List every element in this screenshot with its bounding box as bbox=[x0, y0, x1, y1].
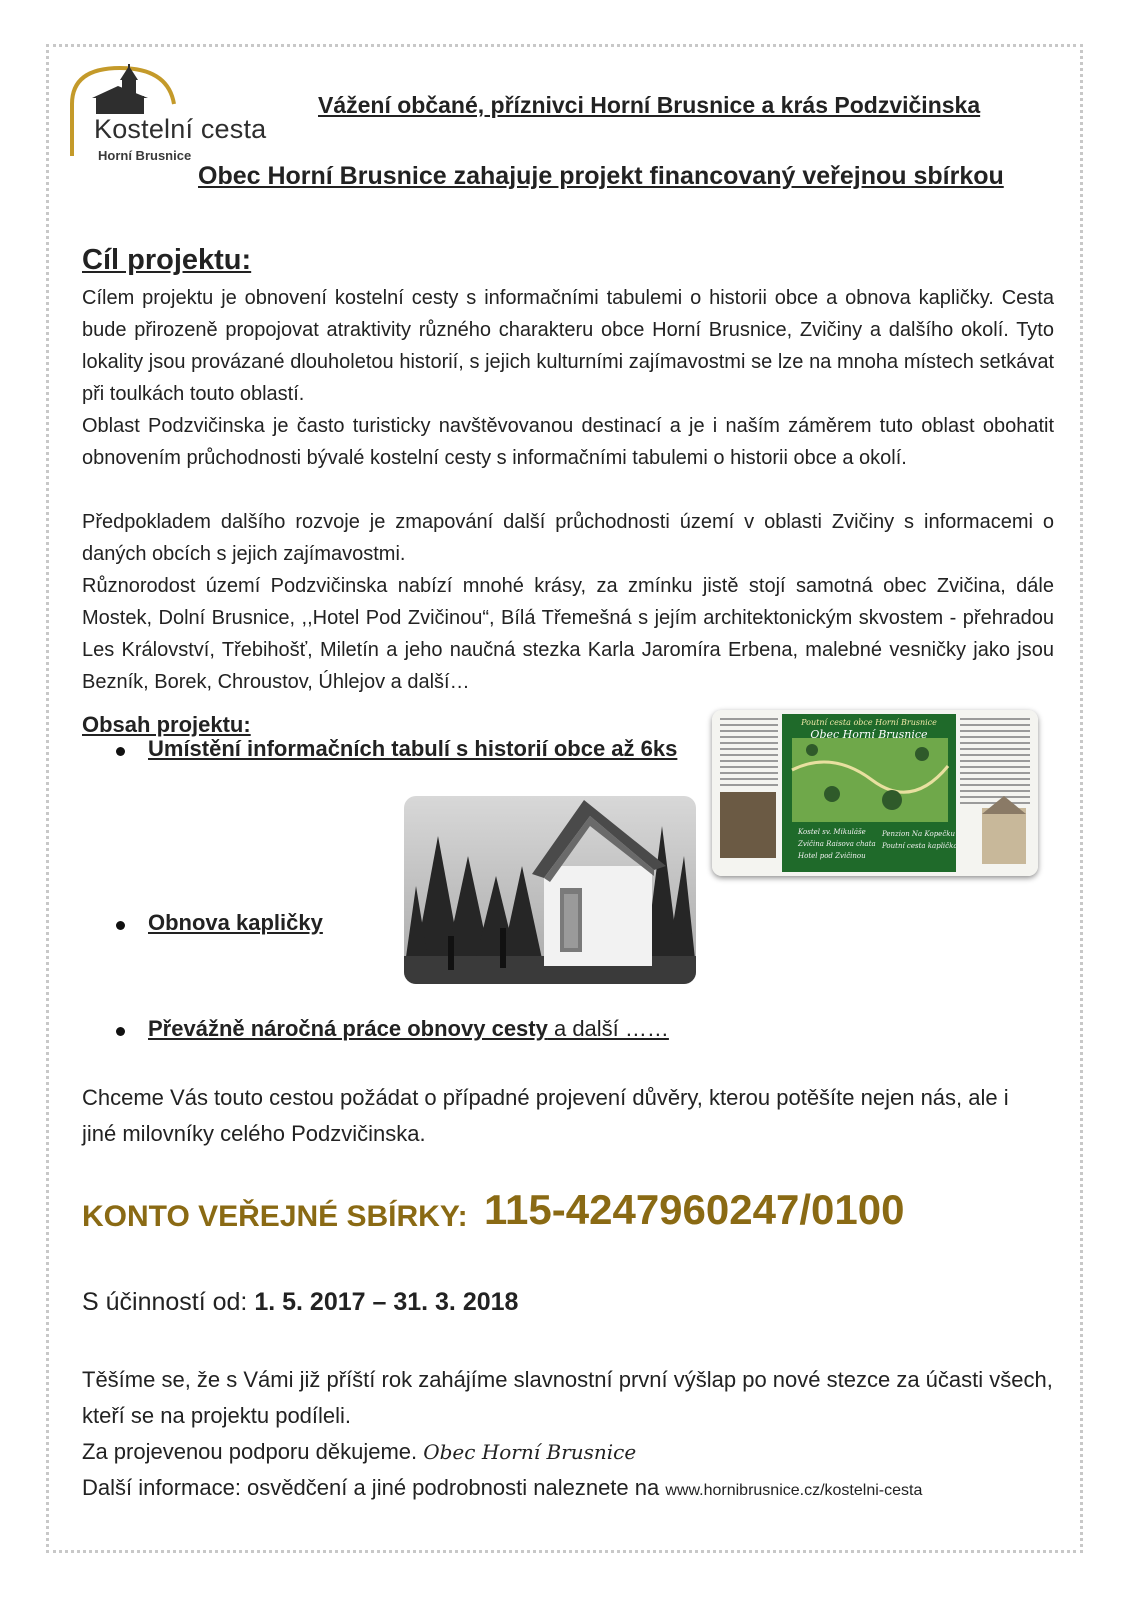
signature: Obec Horní Brusnice bbox=[423, 1440, 637, 1464]
board-list-left bbox=[798, 826, 876, 862]
closing-text: Těšíme se, že s Vámi již příští rok zahájíme slavnostní první výšlap po nové stezce za účasti všech, kteří se na projektu podíleli. bbox=[82, 1367, 1053, 1428]
board-list-item: Hotel pod Zvičinou bbox=[798, 852, 866, 860]
board-title-large: Obec Horní Brusnice bbox=[810, 728, 928, 741]
account-label: KONTO VEŘEJNÉ SBÍRKY: bbox=[82, 1200, 468, 1233]
validity-line bbox=[82, 1288, 518, 1317]
validity-dates: 1. 5. 2017 – 31. 3. 2018 bbox=[254, 1288, 519, 1316]
bullet-path-work bbox=[148, 1016, 669, 1042]
info-text: Další informace: osvědčení a jiné podrobnosti naleznete na bbox=[82, 1475, 666, 1500]
goal-paragraph-1: Cílem projektu je obnovení kostelní cesty s informačními tabulemi o historii obce a obnova kapličky. Cesta bude přirozeně propojovat atraktivity různého charakteru obce Horní Brusnice, Zvičiny a dalšího okolí. Tyto lokality jsou provázané dlouholetou historií, s jejich kulturními zajímavostmi se lze na mnoha místech setkávat při toulkách touto oblastí. bbox=[82, 287, 1054, 405]
bullet-chapel: Obnova kapličky bbox=[148, 910, 323, 935]
validity-label: S účinností od: bbox=[82, 1288, 255, 1316]
content-heading: Obsah projektu: bbox=[82, 712, 251, 737]
thanks-text: Za projevenou podporu děkujeme. bbox=[82, 1439, 424, 1464]
board-title-small: Poutní cesta obce Horní Brusnice bbox=[801, 718, 937, 727]
goal-paragraph-2: Oblast Podzvičinska je často turisticky navštěvovanou destinací a je i naším záměrem tuto oblast obohatit obnovením průchodnosti bývalé kostelní cesty s informačními tabulemi o historii obce a okolí. bbox=[82, 415, 1054, 469]
chapel-photo bbox=[404, 796, 696, 984]
appeal-text: Chceme Vás touto cestou požádat o případné projevení důvěry, kterou potěšíte nejen nás, ale i jiné milovníky celého Podzvičinska. bbox=[82, 1085, 1009, 1146]
project-heading: Obec Horní Brusnice zahajuje projekt financovaný veřejnou sbírkou bbox=[198, 162, 1004, 190]
info-line bbox=[82, 1470, 1062, 1509]
goal-paragraph-3: Předpokladem dalšího rozvoje je zmapování další průchodnosti území v oblasti Zvičiny s informacemi o daných obcích s jejich zajímavostmi. bbox=[82, 511, 1054, 565]
bullet-info-boards: Umístění informačních tabulí s historií obce až 6ks bbox=[148, 736, 678, 761]
board-list-item: Penzion Na Kopečku bbox=[882, 830, 955, 838]
bullet-path-work-suffix: a další …… bbox=[547, 1016, 669, 1041]
board-list-item: Poutní cesta kaplička bbox=[882, 842, 958, 850]
goal-heading: Cíl projektu: bbox=[82, 244, 252, 276]
board-list-item: Kostel sv. Mikuláše bbox=[798, 828, 866, 836]
logo-subtitle: Horní Brusnice bbox=[98, 148, 192, 163]
info-board-image bbox=[712, 710, 1038, 876]
bullet-dot bbox=[116, 921, 125, 930]
bullet-dot bbox=[116, 747, 125, 756]
logo-wordmark: Kostelní cesta bbox=[94, 114, 267, 144]
thanks-line bbox=[82, 1434, 1062, 1470]
bullet-dot bbox=[116, 1027, 125, 1036]
board-list-item: Zvičina Raisova chata bbox=[798, 840, 876, 848]
bullet-path-work-text: Převážně náročná práce obnovy cesty bbox=[148, 1016, 548, 1041]
closing-block bbox=[82, 1362, 1062, 1509]
board-list-right bbox=[882, 828, 958, 852]
account-number: 115-4247960247/0100 bbox=[484, 1186, 905, 1233]
logo bbox=[68, 64, 298, 164]
goal-paragraph-4: Různorodost území Podzvičinska nabízí mnohé krásy, za zmínku jistě stojí samotná obec Zvičina, dále Mostek, Dolní Brusnice, ,,Hotel Pod Zvičinou“, Bílá Třemešná s jejím architektonickým skvostem - přehradou Les Království, Třebihošť, Miletín a jeho naučná stezka Karla Jaromíra Erbena, malebné vesničky jako jsou Bezník, Borek, Chroustov, Úhlejov a další… bbox=[82, 575, 1054, 693]
website-link[interactable]: www.hornibrusnice.cz/kostelni-cesta bbox=[665, 1482, 923, 1499]
greeting-heading: Vážení občané, příznivci Horní Brusnice a krás Podzvičinska bbox=[318, 92, 981, 118]
